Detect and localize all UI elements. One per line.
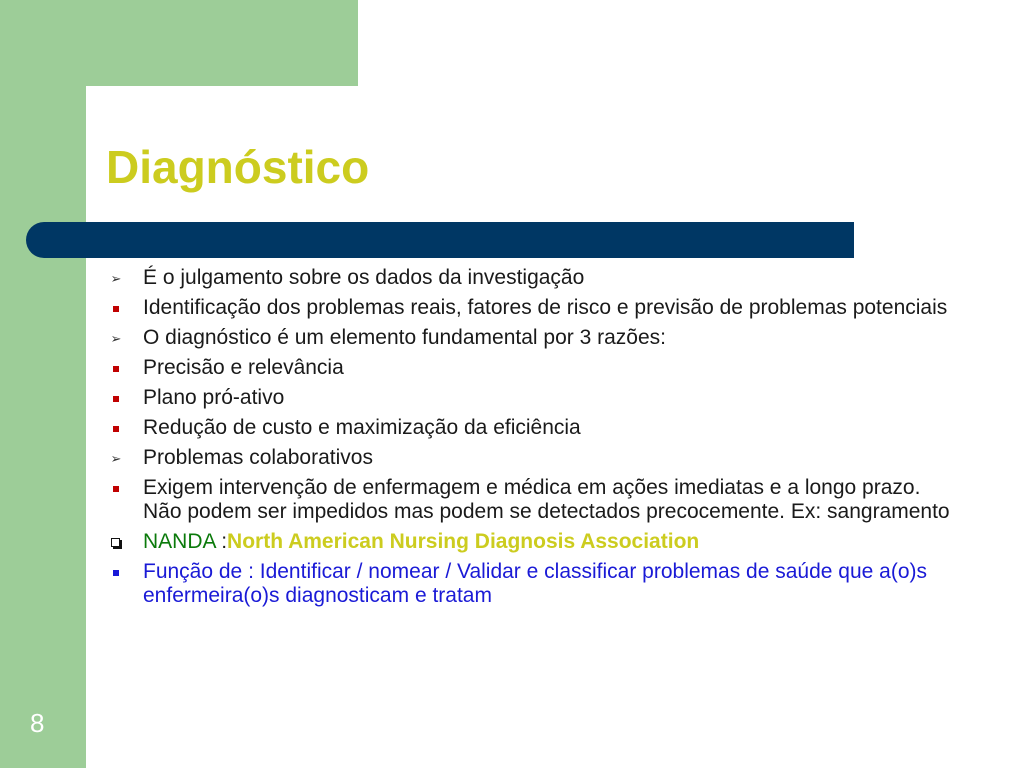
bullet-text: Exigem intervenção de enfermagem e médica em ações imediatas e a longo prazo. Não podem ser impedidos mas podem se detectados precocemente. Ex: sangramento [143, 476, 950, 523]
list-item [100, 446, 960, 470]
list-item [100, 356, 960, 380]
slide-title: Diagnóstico [106, 141, 370, 193]
green-side-band [0, 0, 86, 768]
list-item [100, 416, 960, 440]
bullet-text: Plano pró-ativo [143, 386, 285, 409]
square-icon [106, 356, 126, 380]
bullet-text: Redução de custo e maximização da eficiência [143, 416, 581, 439]
list-item [100, 266, 960, 290]
nanda-full-name: North American Nursing Diagnosis Association [227, 530, 700, 553]
arrow-icon: ➢ [110, 451, 122, 466]
square-icon [106, 416, 126, 440]
arrow-icon: ➢ [110, 331, 122, 346]
square-icon [106, 560, 126, 584]
bullet-list [100, 266, 960, 614]
bullet-text: É o julgamento sobre os dados da investigação [143, 266, 585, 289]
list-item [100, 386, 960, 410]
bullet-text: Problemas colaborativos [143, 446, 373, 469]
list-item [100, 326, 960, 350]
list-item [100, 476, 960, 524]
bullet-text: Precisão e relevância [143, 356, 344, 379]
bullet-text: Função de : Identificar / nomear / Validar e classificar problemas de saúde que a(o)s enfermeira(o)s diagnosticam e tratam [143, 560, 928, 607]
page-number: 8 [30, 708, 45, 738]
list-item [100, 560, 960, 608]
green-top-band [0, 0, 358, 86]
nanda-label: NANDA [143, 530, 222, 553]
bullet-text: Identificação dos problemas reais, fatores de risco e previsão de problemas potenciais [143, 296, 948, 319]
square-icon [106, 476, 126, 500]
nanda-separator: : [221, 530, 228, 553]
title-rule-bar [26, 222, 854, 258]
bullet-text: O diagnóstico é um elemento fundamental por 3 razões: [143, 326, 666, 349]
square-icon [106, 386, 126, 410]
hollow-square-icon [106, 530, 126, 554]
square-icon [106, 296, 126, 320]
arrow-icon: ➢ [110, 271, 122, 286]
nanda-item [100, 530, 960, 554]
list-item [100, 296, 960, 320]
